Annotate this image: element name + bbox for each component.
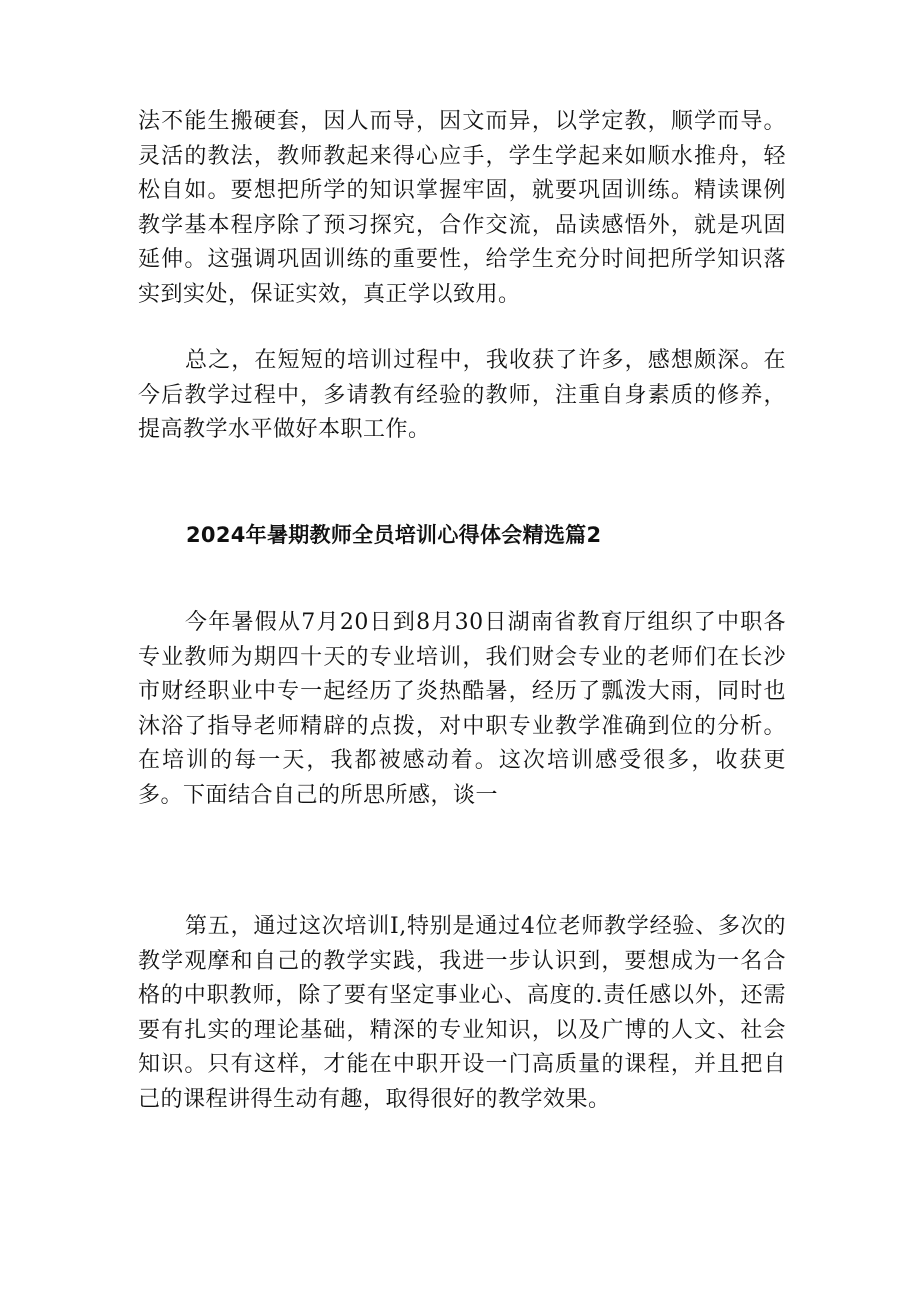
paragraph-teaching-method: 法不能生搬硬套，因人而导，因文而异，以学定教，顺学而导。灵活的教法，教师教起来得心应手，学生学起来如顺水推舟，轻松自如。要想把所学的知识掌握牢固，就要巩固训练。精读课例教学基本程序除了预习探究，合作交流，品读感悟外，就是巩固延伸。这强调巩固训练的重要性，给学生充分时间把所学知识落实到实处，保证实效，真正学以致用。 (138, 109, 786, 307)
paragraph-fifth-point: 第五，通过这次培训I,特别是通过4位老师教学经验、多次的教学观摩和自己的教学实践，我进一步认识到，要想成为一名合格的中职教师，除了要有坚定事业心、高度的.责任感以外，还需要有扎实的理论基础，精深的专业知识，以及广博的人文、社会知识。只有这样，才能在中职开设一门高质量的课程，并且把自己的课程讲得生动有趣，取得很好的教学效果。 (138, 914, 786, 1112)
paragraph-summary: 总之，在短短的培训过程中，我收获了许多，感想颇深。在今后教学过程中，多请教有经验的教师，注重自身素质的修养，提高教学水平做好本职工作。 (138, 348, 786, 442)
section-heading: 2024年暑期教师全员培训心得体会精选篇2 (186, 523, 602, 547)
paragraph-summer-training: 今年暑假从7月20日到8月30日湖南省教育厅组织了中职各专业教师为期四十天的专业培训，我们财会专业的老师们在长沙市财经职业中专一起经历了炎热酷暑，经历了瓢泼大雨，同时也沐浴了指导老师精辟的点拨，对中职专业教学准确到位的分析。在培训的每一天，我都被感动着。这次培训感受很多，收获更多。下面结合自己的所思所感，谈一 (138, 610, 786, 808)
